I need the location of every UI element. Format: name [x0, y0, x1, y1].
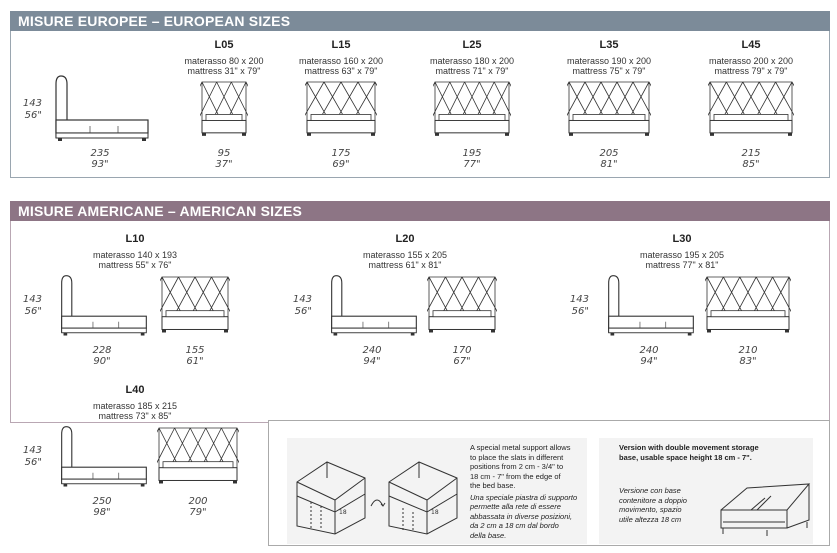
- slat-support-line-en: to place the slats in different: [470, 452, 564, 462]
- bed-front-view: [708, 80, 794, 142]
- bed-foot: [645, 133, 649, 136]
- model-code: L10: [125, 233, 145, 245]
- eu-side-height-cm: 143: [22, 98, 42, 109]
- bed-front-view: [200, 80, 248, 142]
- bed-front-view-wrap: [567, 80, 651, 147]
- side-mattress: [62, 467, 147, 479]
- bed-width: [728, 345, 768, 367]
- model-code: L20: [395, 233, 415, 245]
- slat-support-line-it: da 2 cm a 18 cm dal bordo: [470, 521, 559, 530]
- bed-length-cm: 250: [92, 496, 112, 507]
- model-code: L35: [599, 39, 619, 51]
- bed-width-cm: 155: [185, 345, 205, 356]
- mattress: [166, 311, 224, 317]
- bed-side-view-wrap: [58, 273, 150, 346]
- mattress-size-it: materasso 190 x 200: [566, 56, 652, 66]
- bed-width-cm: 210: [738, 345, 758, 356]
- bed-side-view: [58, 273, 150, 341]
- storage-line-it: Versione con base: [619, 486, 681, 495]
- mattress: [714, 114, 788, 120]
- bed-width-in: 85": [742, 159, 760, 170]
- side-base: [62, 479, 147, 484]
- slat-support-line-it: abbassata in diverse posizioni,: [470, 511, 573, 521]
- mattress-size-en: mattress 75" x 79": [572, 66, 646, 76]
- bed-length: [629, 345, 669, 367]
- bed-width-cm: 195: [462, 148, 482, 159]
- bed-width-cm: 170: [452, 345, 472, 356]
- bed-width: [442, 345, 482, 367]
- bed-length-cm: 240: [639, 345, 659, 356]
- bed-width: [584, 148, 634, 170]
- side-foot: [141, 484, 145, 487]
- slat-support-line-en: the bed base.: [470, 481, 516, 490]
- bed-width-in: 81": [600, 159, 618, 170]
- bed-width-cm: 200: [188, 496, 208, 507]
- construction-info-box: [268, 420, 830, 546]
- model-code: L15: [331, 39, 351, 51]
- american-sizes-title: MISURE AMERICANE – AMERICAN SIZES: [18, 203, 303, 219]
- mattress: [433, 311, 491, 317]
- mattress: [439, 114, 505, 120]
- bed-front-view-wrap: [200, 80, 248, 147]
- storage-line-it: contenitore a doppio: [619, 495, 687, 505]
- slat-support-note: [470, 443, 588, 540]
- slat-dim-label-right: 18: [431, 509, 439, 516]
- side-mattress: [332, 316, 417, 328]
- bed-side-view: [328, 273, 420, 341]
- bed-base: [429, 317, 495, 330]
- slat-support-line-it: della base.: [470, 530, 507, 540]
- model-code: L40: [125, 384, 145, 396]
- mattress-size-it: materasso 155 x 205: [362, 250, 448, 260]
- model-code: L45: [741, 39, 761, 51]
- bed-width-cm: 95: [217, 148, 231, 159]
- mattress-size-en: mattress 31" x 79": [187, 66, 261, 76]
- side-foot: [611, 333, 615, 336]
- bed-length-cm: 228: [92, 345, 112, 356]
- bed-width-in: 37": [215, 159, 233, 170]
- bed-height-in: 56": [24, 306, 42, 317]
- model-code: L25: [462, 39, 482, 51]
- bed-foot: [307, 133, 311, 136]
- bed-length: [82, 345, 122, 367]
- mattress-size-en: mattress 63" x 79": [304, 66, 378, 76]
- bed-front-view: [567, 80, 651, 142]
- bed-front-view: [305, 80, 377, 142]
- bed-side-view-wrap: [58, 424, 150, 497]
- bed-front-view-wrap: [433, 80, 511, 147]
- bed-length-cm: 240: [362, 345, 382, 356]
- european-sizes-title: MISURE EUROPEE – EUROPEAN SIZES: [18, 13, 291, 29]
- mattress-size-it: materasso 185 x 215: [92, 401, 178, 411]
- mattress: [711, 311, 785, 317]
- eu-side-height-in: 56": [24, 110, 42, 121]
- storage-note-en: [619, 443, 809, 462]
- mattress-size-it: materasso 180 x 200: [429, 56, 515, 66]
- slat-dim-label-left: 18: [339, 509, 347, 516]
- bed-width-cm: 205: [599, 148, 619, 159]
- side-foot: [64, 333, 68, 336]
- bed-length-in: 90": [93, 356, 111, 367]
- bed-front-view-wrap: [708, 80, 794, 147]
- bed-width-in: 61": [186, 356, 204, 367]
- bed-width-cm: 175: [331, 148, 351, 159]
- mattress-size-en: mattress 71" x 79": [435, 66, 509, 76]
- slat-support-note-en: [470, 443, 588, 491]
- bed-foot: [159, 480, 163, 483]
- side-base: [62, 328, 147, 333]
- bed-front-view-wrap: [160, 275, 230, 344]
- mattress-size-it: materasso 195 x 205: [639, 250, 725, 260]
- bed-foot: [162, 329, 166, 332]
- bed-length: [82, 496, 122, 518]
- bed-side-view: [58, 424, 150, 492]
- slat-support-diagram: [291, 442, 461, 540]
- bed-foot: [505, 133, 509, 136]
- bed-foot: [710, 133, 714, 136]
- bed-base: [202, 120, 246, 132]
- bed-height-cm: 143: [292, 294, 312, 305]
- bed-width: [447, 148, 497, 170]
- side-foot: [411, 333, 415, 336]
- storage-line-en: base, usable space height 18 cm - 7".: [619, 452, 752, 462]
- mattress-size-it: materasso 160 x 200: [298, 56, 384, 66]
- slat-support-line-en: 18 cm - 7" from the edge of: [470, 471, 561, 481]
- bed-width: [178, 496, 218, 518]
- bed-foot: [233, 480, 237, 483]
- bed-height: [20, 445, 42, 469]
- bed-front-view: [160, 275, 230, 339]
- bed-width-in: 77": [463, 159, 481, 170]
- bed-base: [307, 120, 375, 132]
- eu-side-height: [14, 98, 42, 122]
- storage-line-it: utile altezza 18 cm: [619, 514, 682, 524]
- eu-side-length: [80, 148, 120, 170]
- model-code: L05: [214, 39, 234, 51]
- bed-width-in: 67": [453, 356, 471, 367]
- bed-height-cm: 143: [22, 294, 42, 305]
- slat-support-line-it: Una speciale piastra di supporto: [470, 492, 578, 502]
- bed-base: [159, 468, 237, 481]
- bed-foot: [788, 133, 792, 136]
- bed-front-view-wrap: [157, 426, 239, 495]
- side-base: [609, 328, 694, 333]
- bed-height: [290, 294, 312, 318]
- storage-base-diagram: [717, 470, 813, 542]
- mattress: [573, 114, 645, 120]
- storage-line-it: movimento, spazio: [619, 505, 682, 514]
- bed-height-in: 56": [24, 457, 42, 468]
- bed-base: [707, 317, 789, 330]
- eu-bed-side-view: [52, 74, 152, 146]
- bed-height: [567, 294, 589, 318]
- bed-length-in: 98": [93, 507, 111, 518]
- bed-base: [710, 120, 792, 132]
- bed-width-in: 79": [189, 507, 207, 518]
- bed-front-view-wrap: [305, 80, 377, 147]
- american-sizes-header: [10, 201, 830, 221]
- eu-side-length-cm: 235: [90, 148, 110, 159]
- storage-base-panel: [599, 438, 813, 544]
- model-code: L30: [672, 233, 692, 245]
- bed-foot: [435, 133, 439, 136]
- bed-side-view: [605, 273, 697, 341]
- bed-width-in: 83": [739, 356, 757, 367]
- bed-front-view-wrap: [705, 275, 791, 344]
- slat-support-line-en: positions from 2 cm - 3/4" to: [470, 462, 564, 471]
- bed-front-view: [427, 275, 497, 339]
- mattress-size-en: mattress 73" x 85": [98, 411, 172, 421]
- bed-width: [199, 148, 249, 170]
- bed-length-in: 94": [640, 356, 658, 367]
- bed-side-view-wrap: [328, 273, 420, 346]
- bed-foot: [371, 133, 375, 136]
- slat-support-line-it: permette alla rete di essere: [470, 502, 561, 511]
- bed-height-cm: 143: [569, 294, 589, 305]
- bed-base: [569, 120, 649, 132]
- bed-length: [352, 345, 392, 367]
- bed-width: [316, 148, 366, 170]
- side-base: [332, 328, 417, 333]
- bed-foot: [707, 329, 711, 332]
- bed-foot: [785, 329, 789, 332]
- bed-foot: [491, 329, 495, 332]
- bed-front-view: [157, 426, 239, 490]
- bed-base: [162, 317, 228, 330]
- mattress: [163, 462, 233, 468]
- side-mattress: [62, 316, 147, 328]
- side-foot: [64, 484, 68, 487]
- bed-length-in: 94": [363, 356, 381, 367]
- mattress-size-it: materasso 140 x 193: [92, 250, 178, 260]
- bed-base: [435, 120, 509, 132]
- bed-width-in: 69": [332, 159, 350, 170]
- slat-support-panel: [287, 438, 587, 544]
- bed-foot: [224, 329, 228, 332]
- bed-height-cm: 143: [22, 445, 42, 456]
- bed-height: [20, 294, 42, 318]
- bed-height-in: 56": [571, 306, 589, 317]
- slat-support-note-it: [470, 493, 588, 541]
- slat-support-line-en: A special metal support allows: [470, 443, 571, 452]
- bed-width: [726, 148, 776, 170]
- eu-side-length-in: 93": [91, 159, 109, 170]
- mattress-size-en: mattress 61" x 81": [368, 260, 442, 270]
- bed-foot: [202, 133, 206, 136]
- mattress-size-it: materasso 200 x 200: [708, 56, 794, 66]
- mattress-size-it: materasso 80 x 200: [184, 56, 264, 66]
- mattress: [311, 114, 371, 120]
- mattress-size-en: mattress 77" x 81": [645, 260, 719, 270]
- bed-foot: [242, 133, 246, 136]
- bed-width-cm: 215: [741, 148, 761, 159]
- storage-note-it: [619, 486, 719, 524]
- european-sizes-header: [10, 11, 830, 31]
- bed-height-in: 56": [294, 306, 312, 317]
- side-foot: [334, 333, 338, 336]
- storage-line-en: Version with double movement storage: [619, 443, 759, 452]
- side-mattress: [609, 316, 694, 328]
- bed-front-view: [433, 80, 511, 142]
- bed-front-view: [705, 275, 791, 339]
- mattress-size-en: mattress 55" x 76": [98, 260, 172, 270]
- bed-front-view-wrap: [427, 275, 497, 344]
- mattress-size-en: mattress 79" x 79": [714, 66, 788, 76]
- mattress: [206, 114, 242, 120]
- side-foot: [688, 333, 692, 336]
- side-foot: [141, 333, 145, 336]
- bed-width: [175, 345, 215, 367]
- bed-side-view-wrap: [605, 273, 697, 346]
- bed-foot: [429, 329, 433, 332]
- bed-foot: [569, 133, 573, 136]
